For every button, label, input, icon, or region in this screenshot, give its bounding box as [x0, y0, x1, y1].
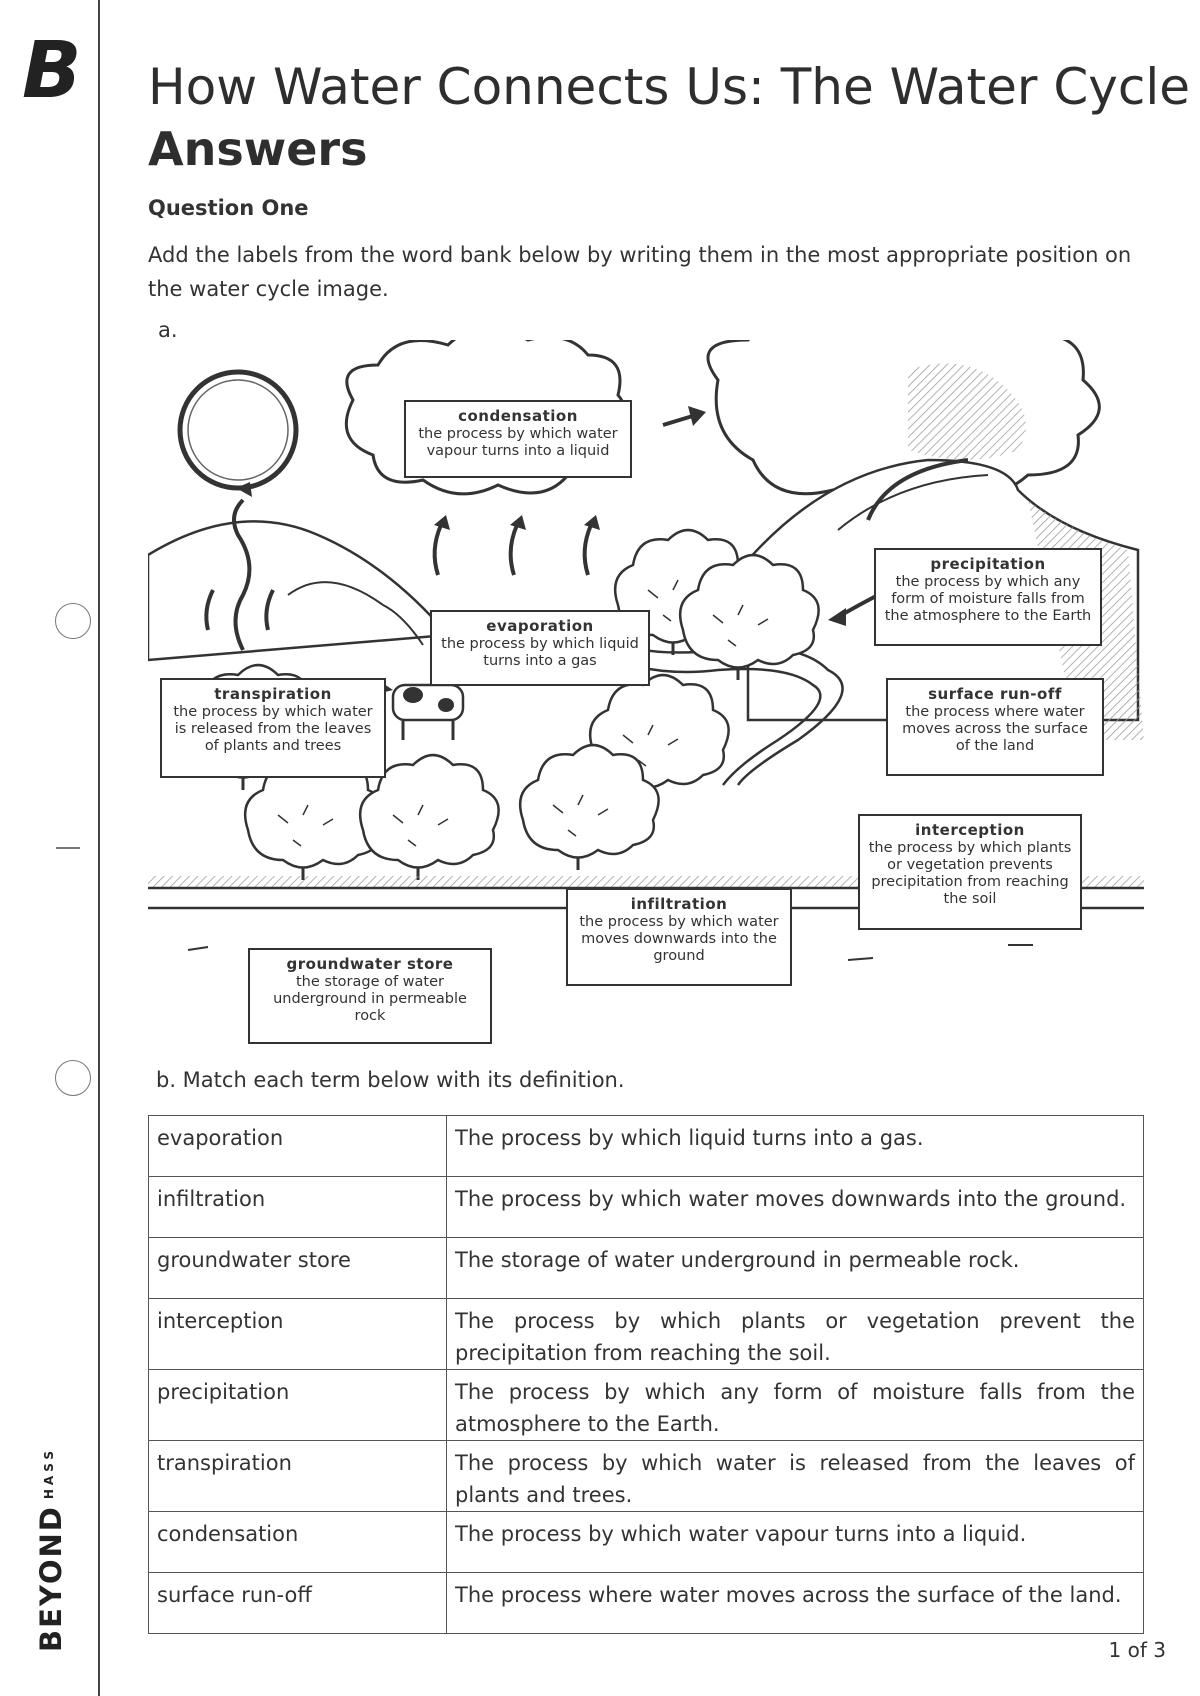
- table-term: groundwater store: [149, 1238, 447, 1299]
- label-term: interception: [915, 821, 1025, 839]
- label-condensation: [404, 400, 632, 478]
- page-title: How Water Connects Us: The Water Cycle: [148, 58, 1190, 116]
- table-term: infiltration: [149, 1177, 447, 1238]
- part-b-instruction: b. Match each term below with its definition.: [156, 1068, 625, 1092]
- label-term: precipitation: [930, 555, 1046, 573]
- label-term: evaporation: [486, 617, 594, 635]
- table-row: [149, 1238, 1144, 1299]
- label-interception: [858, 814, 1082, 930]
- label-term: groundwater store: [286, 955, 454, 973]
- label-term: condensation: [458, 407, 578, 425]
- logo: B: [22, 26, 82, 116]
- label-transpiration: [160, 678, 386, 778]
- table-term: precipitation: [149, 1370, 447, 1441]
- table-row: [149, 1370, 1144, 1441]
- label-definition: the process by which water moves downwards into the ground: [579, 914, 779, 964]
- label-infiltration: [566, 888, 792, 986]
- fold-mark: [56, 847, 80, 849]
- table-row: [149, 1441, 1144, 1512]
- water-cycle-diagram: [148, 340, 1144, 1060]
- label-definition: the process by which any form of moisture falls from the atmosphere to the Earth: [884, 574, 1092, 624]
- table-definition: The process by which water moves downwards into the ground.: [447, 1177, 1144, 1238]
- brand-main: BEYOND: [34, 1505, 68, 1652]
- label-definition: the storage of water underground in permeable rock: [273, 974, 467, 1024]
- label-surface-runoff: [886, 678, 1104, 776]
- table-row: [149, 1512, 1144, 1573]
- table-definition: The process where water moves across the surface of the land.: [447, 1573, 1144, 1634]
- table-term: interception: [149, 1299, 447, 1370]
- table-row: [149, 1177, 1144, 1238]
- table-definition: The storage of water underground in permeable rock.: [447, 1238, 1144, 1299]
- label-term: transpiration: [214, 685, 332, 703]
- table-row: [149, 1299, 1144, 1370]
- table-row: [149, 1573, 1144, 1634]
- label-evaporation: [430, 610, 650, 686]
- question-instructions: Add the labels from the word bank below by writing them in the most appropriate position on the water cycle image.: [148, 243, 1132, 301]
- table-definition: The process by which water is released from the leaves of plants and trees.: [447, 1441, 1144, 1512]
- table-term: evaporation: [149, 1116, 447, 1177]
- hill: [148, 521, 448, 660]
- brand-sub: HASS: [42, 1447, 56, 1500]
- table-definition: The process by which any form of moisture falls from the atmosphere to the Earth.: [447, 1370, 1144, 1441]
- label-precipitation: [874, 548, 1102, 646]
- part-a-label: a.: [158, 318, 178, 342]
- table-term: surface run-off: [149, 1573, 447, 1634]
- table-row: [149, 1116, 1144, 1177]
- brand-wordmark: [34, 1447, 68, 1652]
- label-definition: the process where water moves across the surface of the land: [902, 704, 1088, 754]
- label-definition: the process by which water vapour turns into a liquid: [418, 426, 618, 459]
- label-definition: the process by which plants or vegetation prevents precipitation from reaching the soil: [868, 840, 1072, 907]
- label-definition: the process by which liquid turns into a gas: [441, 636, 639, 669]
- sun-icon: [180, 372, 296, 488]
- table-definition: The process by which water vapour turns into a liquid.: [447, 1512, 1144, 1573]
- page-number: 1 of 3: [1108, 1638, 1166, 1662]
- page-subtitle: Answers: [148, 122, 368, 176]
- label-definition: the process by which water is released from the leaves of plants and trees: [173, 704, 373, 754]
- binder-hole-icon: [55, 603, 91, 639]
- table-term: transpiration: [149, 1441, 447, 1512]
- label-term: surface run-off: [928, 685, 1062, 703]
- question-heading: Question One: [148, 196, 309, 220]
- table-term: condensation: [149, 1512, 447, 1573]
- label-term: infiltration: [630, 895, 728, 913]
- binder-hole-icon: [55, 1060, 91, 1096]
- match-table: [148, 1115, 1144, 1634]
- table-definition: The process by which plants or vegetation prevent the precipitation from reaching the soil.: [447, 1299, 1144, 1370]
- margin-line: [98, 0, 100, 1696]
- label-groundwater-store: [248, 948, 492, 1044]
- arrow-right-icon: [663, 406, 706, 426]
- table-definition: The process by which liquid turns into a gas.: [447, 1116, 1144, 1177]
